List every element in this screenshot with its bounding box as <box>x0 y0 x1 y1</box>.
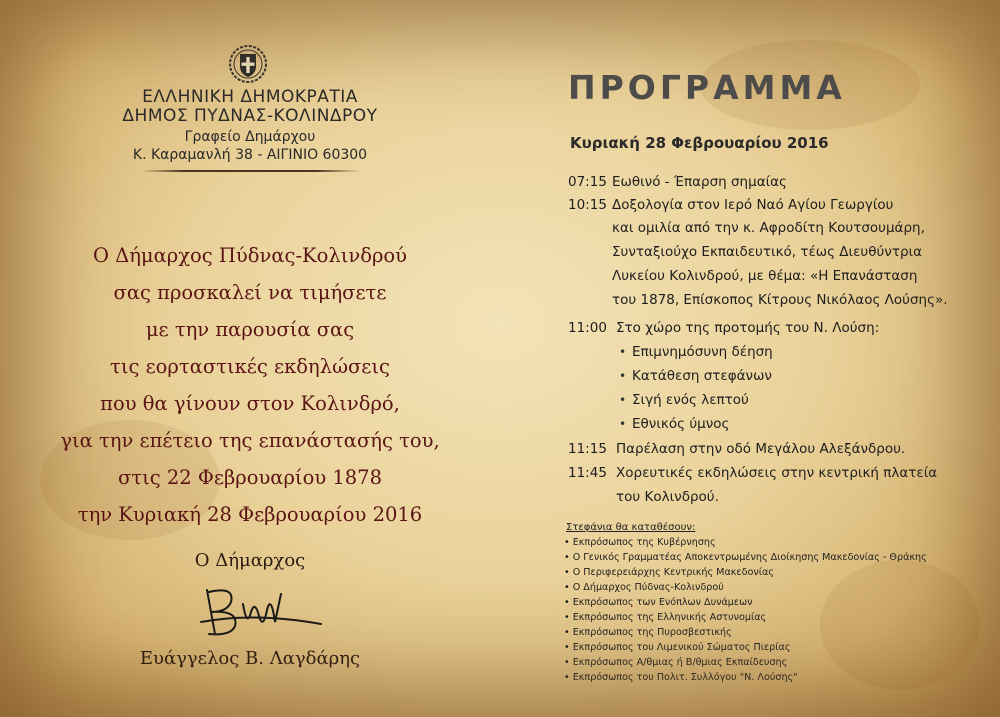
wreath-item: • Εκπρόσωπος του Πολιτ. Συλλόγου "Ν. Λούσης" <box>564 672 798 683</box>
greek-emblem-icon <box>228 44 268 84</box>
program-line: Συνταξιούχο Εκπαιδευτικό, τέως Διευθύντρια <box>612 244 922 260</box>
wreath-item: • Εκπρόσωπος Α/θμιας ή Β/θμιας Εκπαίδευσης <box>564 657 788 668</box>
program-time: 11:00 <box>568 320 607 336</box>
program-line: Στο χώρο της προτομής του Ν. Λούση: <box>616 320 880 336</box>
program-line: του Κολινδρού. <box>616 489 719 505</box>
program-time: 10:15 <box>568 197 607 213</box>
wreath-item: • Εκπρόσωπος του Λιμενικού Σώματος Πιερίας <box>564 642 791 653</box>
wreath-item: • Εκπρόσωπος της Ελληνικής Αστυνομίας <box>564 612 767 623</box>
wreaths-title: Στεφάνια θα καταθέσουν: <box>566 522 696 533</box>
invitation-line: τις εορταστικές εκδηλώσεις <box>110 355 390 378</box>
program-time: 11:45 <box>568 465 607 481</box>
bullet-icon: • <box>619 369 627 383</box>
program-subitem: Σιγή ενός λεπτού <box>632 392 749 408</box>
invitation-line: Ο Δήμαρχος Πύδνας-Κολινδρού <box>92 244 408 267</box>
wreath-item: • Εκπρόσωπος της Κυβέρνησης <box>564 537 716 548</box>
program-date: Κυριακή 28 Φεβρουαρίου 2016 <box>570 134 829 152</box>
program-line: Εωθινό - Έπαρση σημαίας <box>612 174 787 190</box>
wreath-item: • Εκπρόσωπος της Πυροσβεστικής <box>564 627 732 638</box>
invitation-line: στις 22 Φεβρουαρίου 1878 <box>118 466 382 489</box>
signature-title: Ο Δήμαρχος <box>194 550 306 571</box>
invitation-line: που θα γίνουν στον Κολινδρό, <box>100 392 400 415</box>
header-office: Γραφείο Δημάρχου <box>184 129 316 145</box>
wreath-item: • Εκπρόσωπος των Ενόπλων Δυνάμεων <box>564 597 753 608</box>
header-republic: ΕΛΛΗΝΙΚΗ ΔΗΜΟΚΡΑΤΙΑ <box>142 87 358 107</box>
invitation-line: την Κυριακή 28 Φεβρουαρίου 2016 <box>77 503 423 526</box>
program-line: Χορευτικές εκδηλώσεις στην κεντρική πλατεία <box>616 465 938 481</box>
invitation-line: με την παρουσία σας <box>145 318 355 341</box>
bullet-icon: • <box>619 345 627 359</box>
program-line: Δοξολογία στον Ιερό Ναό Αγίου Γεωργίου <box>612 197 894 213</box>
handwritten-signature <box>195 582 325 642</box>
program-title: ΠΡΟΓΡΑΜΜΑ <box>568 68 846 107</box>
header-address: Κ. Καραμανλή 38 - ΑΙΓΙΝΙΟ 60300 <box>132 147 368 163</box>
invitation-line: για την επέτειο της επανάστασής του, <box>60 429 440 452</box>
bullet-icon: • <box>619 393 627 407</box>
program-time: 07:15 <box>568 174 607 190</box>
header-divider <box>140 170 360 172</box>
invitation-line: σας προσκαλεί να τιμήσετε <box>113 281 387 304</box>
program-subitem: Κατάθεση στεφάνων <box>632 368 772 384</box>
mayor-name: Ευάγγελος Β. Λαγδάρης <box>139 648 361 669</box>
program-line: Παρέλαση στην οδό Μεγάλου Αλεξάνδρου. <box>616 441 906 457</box>
header-municipality: ΔΗΜΟΣ ΠΥΔΝΑΣ-ΚΟΛΙΝΔΡΟΥ <box>122 106 378 126</box>
program-line: και ομιλία από την κ. Αφροδίτη Κουτσουμάρη, <box>612 220 925 236</box>
program-line: του 1878, Επίσκοπος Κίτρους Νικόλαος Λούσης». <box>612 292 948 308</box>
wreath-item: • Ο Δήμαρχος Πύδνας-Κολινδρού <box>564 582 724 593</box>
program-subitem: Επιμνημόσυνη δέηση <box>632 344 773 360</box>
program-subitem: Εθνικός ύμνος <box>632 416 730 432</box>
wreath-item: • Ο Γενικός Γραμματέας Αποκεντρωμένης Διοίκησης Μακεδονίας - Θράκης <box>564 552 927 563</box>
program-line: Λυκείου Κολινδρού, με θέμα: «Η Επανάσταση <box>612 268 918 284</box>
program-time: 11:15 <box>568 441 607 457</box>
bullet-icon: • <box>619 417 627 431</box>
wreath-item: • Ο Περιφερειάρχης Κεντρικής Μακεδονίας <box>564 567 774 578</box>
